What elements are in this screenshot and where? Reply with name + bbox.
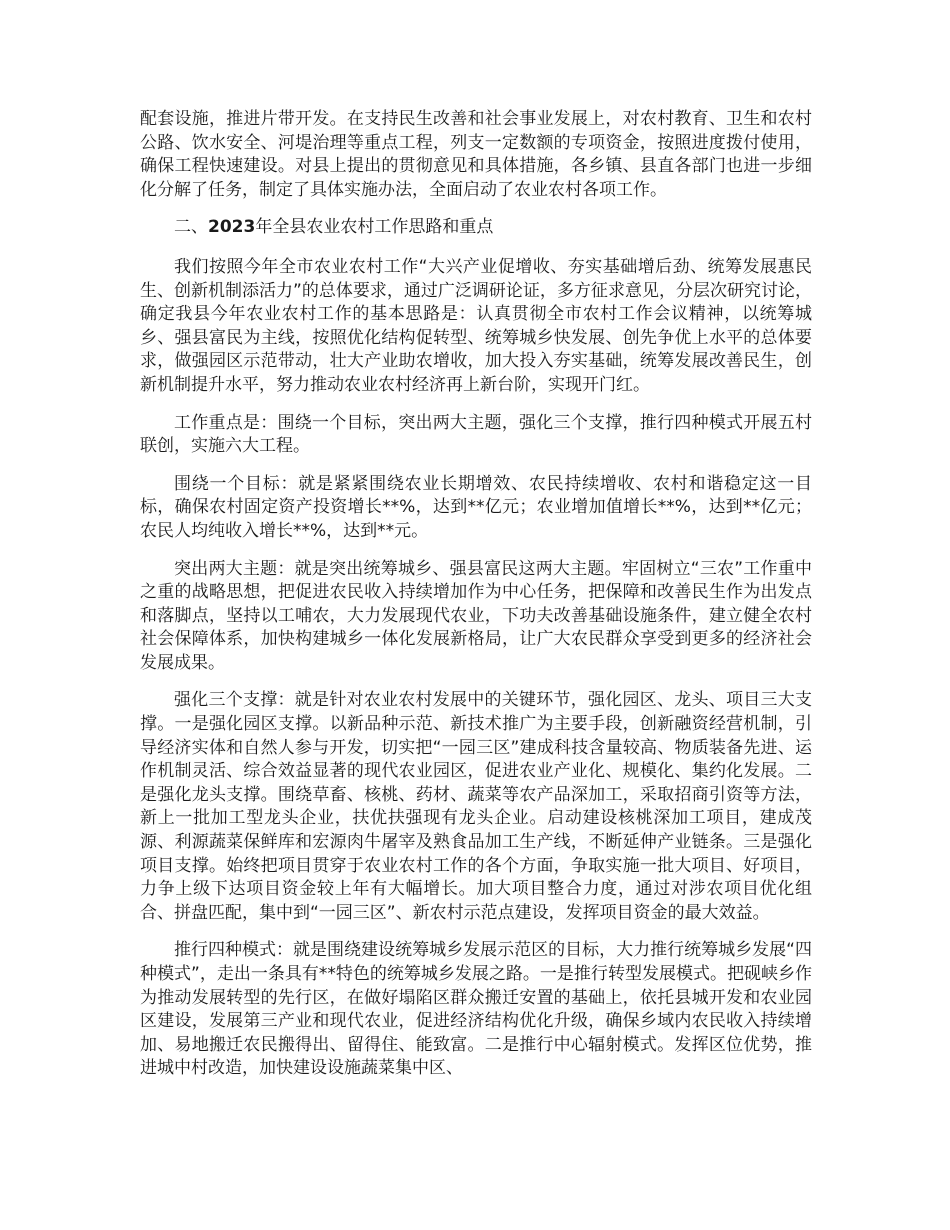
paragraph-work-focus: 工作重点是：围绕一个目标，突出两大主题，强化三个支撑，推行四种模式开展五村联创，实施六大工程。 [140, 412, 812, 457]
paragraph-basic-approach: 我们按照今年全市农业农村工作“大兴产业促增收、夯实基础增后劲、统筹发展惠民生、创新机制添活力”的总体要求，通过广泛调研论证，多方征求意见，分层次研究讨论，确定我县今年农业农村工作的基本思路是：认真贯彻全市农村工作会议精神，以统筹城乡、强县富民为主线，按照优化结构促转型、统筹城乡快发展、创先争优上水平的总体要求，做强园区示范带动，壮大产业助农增收，加大投入夯实基础，统筹发展改善民生，创新机制提升水平，努力推动农业农村经济再上新台阶，实现开门红。 [140, 256, 812, 395]
paragraph-four-modes: 推行四种模式：就是围绕建设统筹城乡发展示范区的目标，大力推行统筹城乡发展“四种模式”，走出一条具有**特色的统筹城乡发展之路。一是推行转型发展模式。把砚峡乡作为推动发展转型的先行区，在做好塌陷区群众搬迁安置的基础上，依托县城开发和农业园区建设，发展第三产业和现代农业，促进经济结构优化升级，确保乡域内农民收入持续增加、易地搬迁农民搬得出、留得住、能致富。二是推行中心辐射模式。发挥区位优势，推进城中村改造，加快建设设施蔬菜集中区、 [140, 940, 812, 1079]
section-heading-prefix: 二、 [174, 217, 208, 238]
paragraph-two-themes: 突出两大主题：就是突出统筹城乡、强县富民这两大主题。牢固树立“三农”工作重中之重的战略思想，把促进农民收入持续增加作为中心任务，把保障和改善民生作为出发点和落脚点，坚持以工哺农，大力发展现代农业，下功夫改善基础设施条件，建立健全农村社会保障体系，加快构建城乡一体化发展新格局，让广大农民群众享受到更多的经济社会发展成果。 [140, 558, 812, 673]
paragraph-one-goal: 围绕一个目标：就是紧紧围绕农业长期增效、农民持续增收、农村和谐稳定这一目标，确保农村固定资产投资增长**%，达到**亿元；农业增加值增长**%，达到**亿元；农民人均纯收入增长**%，达到**元。 [140, 473, 812, 541]
section-heading-year: 2023 [208, 217, 256, 238]
document-page [140, 108, 812, 1095]
paragraph-continuation: 配套设施，推进片带开发。在支持民生改善和社会事业发展上，对农村教育、卫生和农村公路、饮水安全、河堤治理等重点工程，列支一定数额的专项资金，按照进度拨付使用，确保工程快速建设。对县上提出的贯彻意见和具体措施，各乡镇、县直各部门也进一步细化分解了任务，制定了具体实施办法，全面启动了农业农村各项工作。 [140, 109, 812, 200]
paragraph-three-supports: 强化三个支撑：就是针对农业农村发展中的关键环节，强化园区、龙头、项目三大支撑。一是强化园区支撑。以新品种示范、新技术推广为主要手段，创新融资经营机制，引导经济实体和自然人参与开发，切实把“一园三区”建成科技含量较高、物质装备先进、运作机制灵活、综合效益显著的现代农业园区，促进农业产业化、规模化、集约化发展。二是强化龙头支撑。围绕草畜、核桃、药材、蔬菜等农产品深加工，采取招商引资等方法，新上一批加工型龙头企业，扶优扶强现有龙头企业。启动建设核桃深加工项目，建成茂源、利源蔬菜保鲜库和宏源肉牛屠宰及熟食品加工生产线，不断延伸产业链条。三是强化项目支撑。始终把项目贯穿于农业农村工作的各个方面，争取实施一批大项目、好项目，力争上级下达项目资金较上年有大幅增长。加大项目整合力度，通过对涉农项目优化组合、拼盘匹配，集中到“一园三区”、新农村示范点建设，发挥项目资金的最大效益。 [140, 690, 812, 923]
section-heading [140, 216, 812, 240]
section-heading-suffix: 年全县农业农村工作思路和重点 [255, 217, 494, 238]
